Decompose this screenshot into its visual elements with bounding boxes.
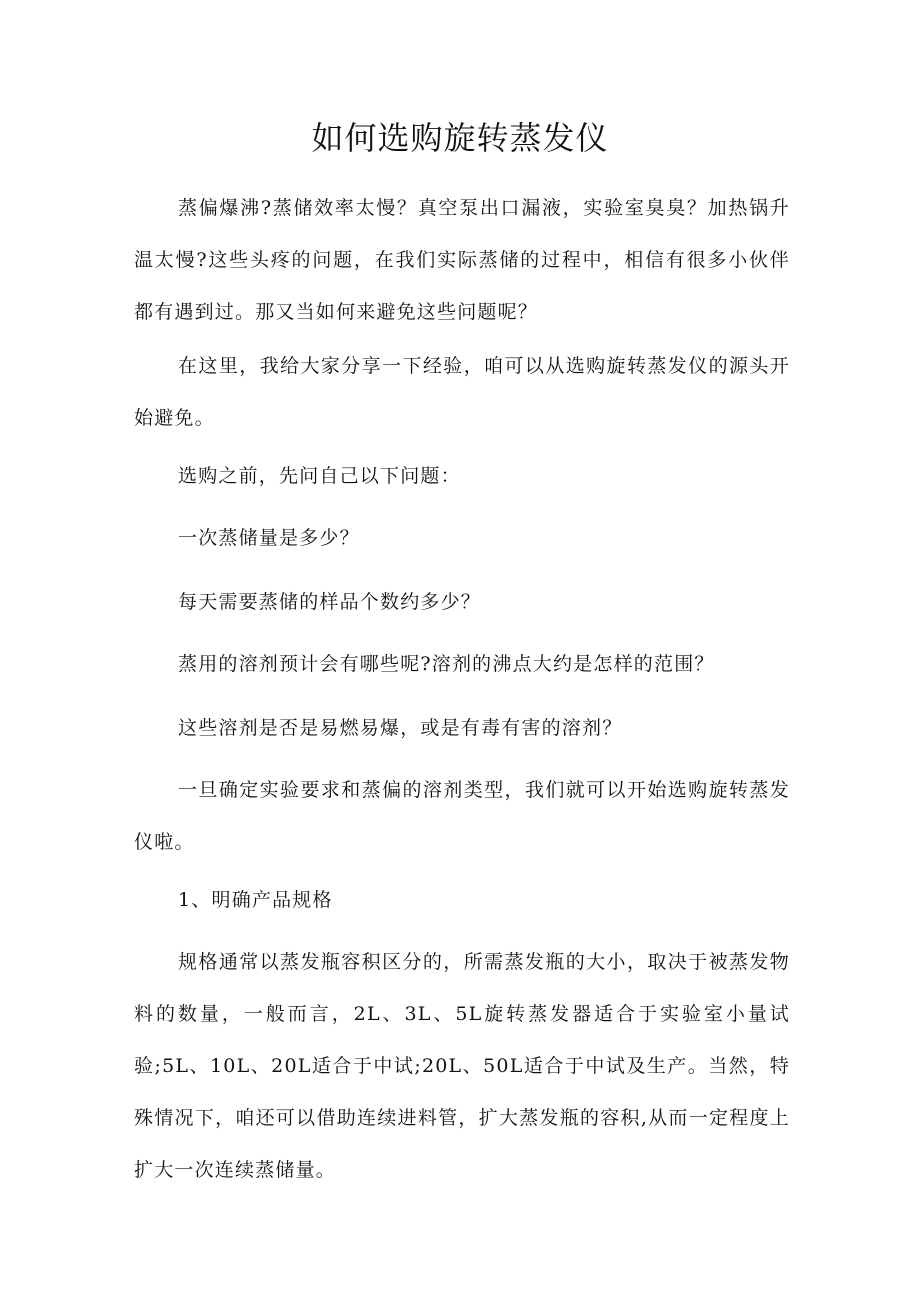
paragraph-conclusion: 一旦确定实验要求和蒸偏的溶剂类型，我们就可以开始选购旋转蒸发仪啦。 — [134, 779, 790, 853]
section-heading-spec: 1、明确产品规格 — [178, 889, 333, 911]
paragraph-spec-detail: 规格通常以蒸发瓶容积区分的，所需蒸发瓶的大小，取决于被蒸发物料的数量，一般而言，2L、3L、5L旋转蒸发器适合于实验室小量试验;5L、10L、20L适合于中试;20L、50L适合于中试及生产。当然，特殊情况下，咱还可以借助连续进料管，扩大蒸发瓶的容积,从而一定程度上扩大一次连续蒸储量。 — [134, 951, 790, 1181]
paragraph-share-experience: 在这里，我给大家分享一下经验，咱可以从选购旋转蒸发仪的源头开始避免。 — [134, 355, 790, 429]
paragraph-intro: 蒸偏爆沸?蒸储效率太慢？真空泵出口漏液，实验室臭臭？加热锅升温太慢?这些头疼的问题，在我们实际蒸储的过程中，相信有很多小伙伴都有遇到过。那又当如何来避免这些问题呢？ — [134, 197, 790, 323]
question-solvents: 蒸用的溶剂预计会有哪些呢?溶剂的沸点大约是怎样的范围？ — [178, 653, 715, 675]
paragraph-questions-lead: 选购之前，先问自己以下问题： — [178, 465, 461, 487]
document-title: 如何选购旋转蒸发仪 — [311, 119, 609, 157]
question-volume: 一次蒸储量是多少？ — [178, 527, 360, 549]
question-sample-count: 每天需要蒸储的样品个数约多少？ — [178, 591, 482, 613]
question-hazard: 这些溶剂是否是易燃易爆，或是有毒有害的溶剂？ — [178, 717, 623, 739]
